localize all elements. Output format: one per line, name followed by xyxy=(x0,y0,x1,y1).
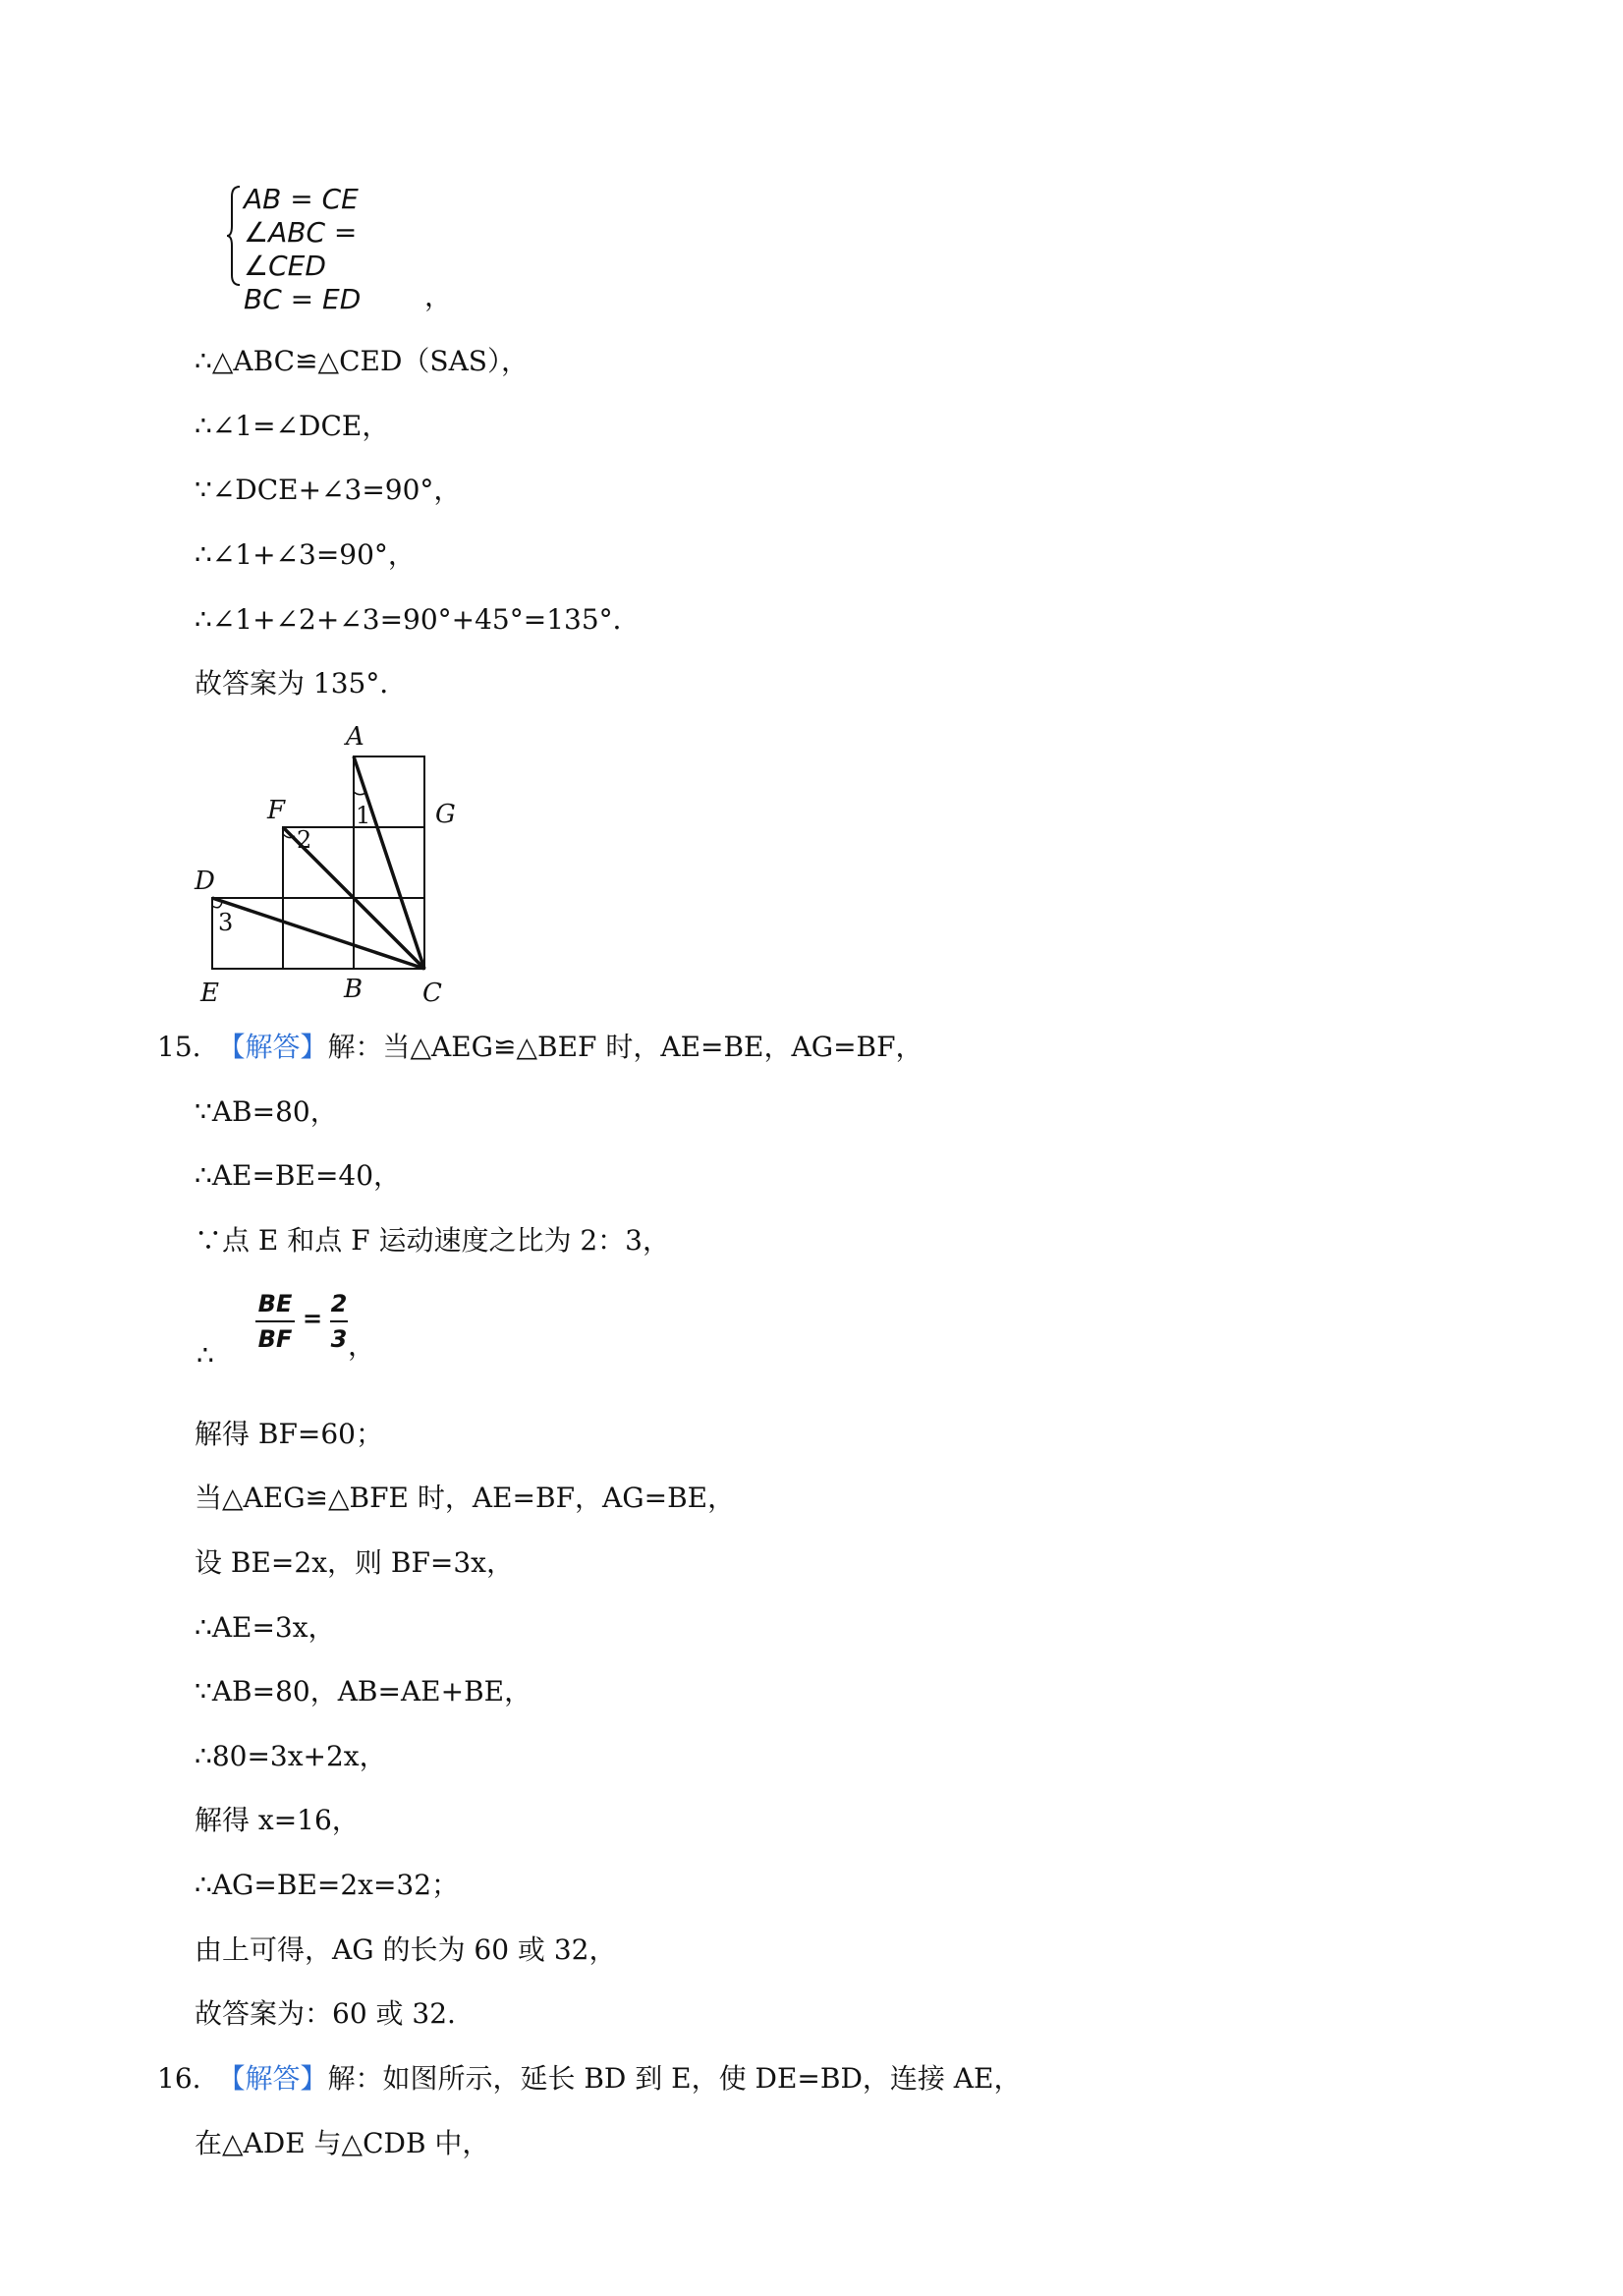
angle-label-2: 2 xyxy=(297,826,312,854)
ratio-equation xyxy=(193,1289,389,1377)
q15-line-6: 设 BE=2x，则 BF=3x， xyxy=(195,1546,514,1579)
label-G: G xyxy=(435,800,456,829)
q15-answer: 故答案为：60 或 32. xyxy=(195,1997,456,2030)
q14-line-4: ∴∠1+∠3=90°， xyxy=(195,538,416,571)
q16-number: 16. xyxy=(157,2062,201,2095)
frac-prefix: ∴ xyxy=(196,1339,214,1372)
q15-tag: 【解答】 xyxy=(217,1031,328,1063)
frac-suffix: ， xyxy=(348,1329,376,1362)
q14-line-5: ∴∠1+∠2+∠3=90°+45°=135°． xyxy=(195,603,641,636)
q16-intro: 解：如图所示，延长 BD 到 E，使 DE=BD，连接 AE， xyxy=(327,2062,1022,2095)
q15-line-10: 解得 x=16， xyxy=(195,1804,360,1836)
q15-line-4: 解得 BF=60； xyxy=(195,1418,383,1450)
q15-line-12: 由上可得，AG 的长为 60 或 32， xyxy=(195,1933,617,1966)
q15-number: 15. xyxy=(157,1031,201,1063)
q14-line-3: ∵∠DCE+∠3=90°， xyxy=(195,474,462,506)
q14-line-1: ∴△ABC≌△CED（SAS）， xyxy=(195,345,529,377)
label-A: A xyxy=(346,722,364,752)
q15-line-9: ∴80=3x+2x， xyxy=(195,1740,387,1772)
q15-line-8: ∵AB=80，AB=AE+BE， xyxy=(195,1675,532,1708)
q16-header xyxy=(157,2059,1021,2099)
left-brace-icon xyxy=(226,185,242,287)
q15-line-11: ∴AG=BE=2x=32； xyxy=(195,1869,460,1901)
q15-line-1: ∵AB=80， xyxy=(195,1095,338,1128)
frac-right-denominator: 3 xyxy=(330,1325,348,1353)
frac-left-numerator: BE xyxy=(257,1290,293,1317)
label-C: C xyxy=(422,979,442,1007)
equation-system xyxy=(226,183,442,315)
label-B: B xyxy=(344,975,364,1004)
q14-answer: 故答案为 135°． xyxy=(195,667,408,700)
angle-label-1: 1 xyxy=(356,802,371,829)
q15-header xyxy=(157,1028,923,1067)
angle-label-3: 3 xyxy=(218,909,234,936)
q16-line-2: 在△ADE 与△CDB 中， xyxy=(195,2127,490,2159)
grid-geometry-figure xyxy=(187,712,481,1007)
fraction-left xyxy=(255,1289,295,1354)
label-E: E xyxy=(200,979,219,1007)
q15-line-2: ∴AE=BE=40， xyxy=(195,1159,402,1192)
q16-tag: 【解答】 xyxy=(217,2062,328,2095)
q15-line-5: 当△AEG≌△BFE 时，AE=BF，AG=BE， xyxy=(195,1482,736,1514)
system-trailing-comma: ， xyxy=(424,280,453,312)
frac-equals: = xyxy=(303,1305,323,1332)
q15-line-3: ∵点 E 和点 F 运动速度之比为 2：3， xyxy=(195,1224,670,1257)
frac-right-numerator: 2 xyxy=(330,1290,348,1317)
q15-intro: 解：当△AEG≌△BEF 时，AE=BE，AG=BF， xyxy=(327,1031,923,1063)
q15-line-7: ∴AE=3x， xyxy=(195,1611,336,1644)
label-F: F xyxy=(267,796,286,825)
system-row-1: AB = CE xyxy=(244,183,359,215)
label-D: D xyxy=(195,867,215,896)
system-row-3: BC = ED xyxy=(244,283,362,315)
q14-line-2: ∴∠1=∠DCE， xyxy=(195,410,390,442)
system-row-2: ∠ABC = ∠CED xyxy=(244,216,358,282)
fraction-right xyxy=(330,1289,348,1354)
frac-left-denominator: BF xyxy=(257,1325,293,1353)
